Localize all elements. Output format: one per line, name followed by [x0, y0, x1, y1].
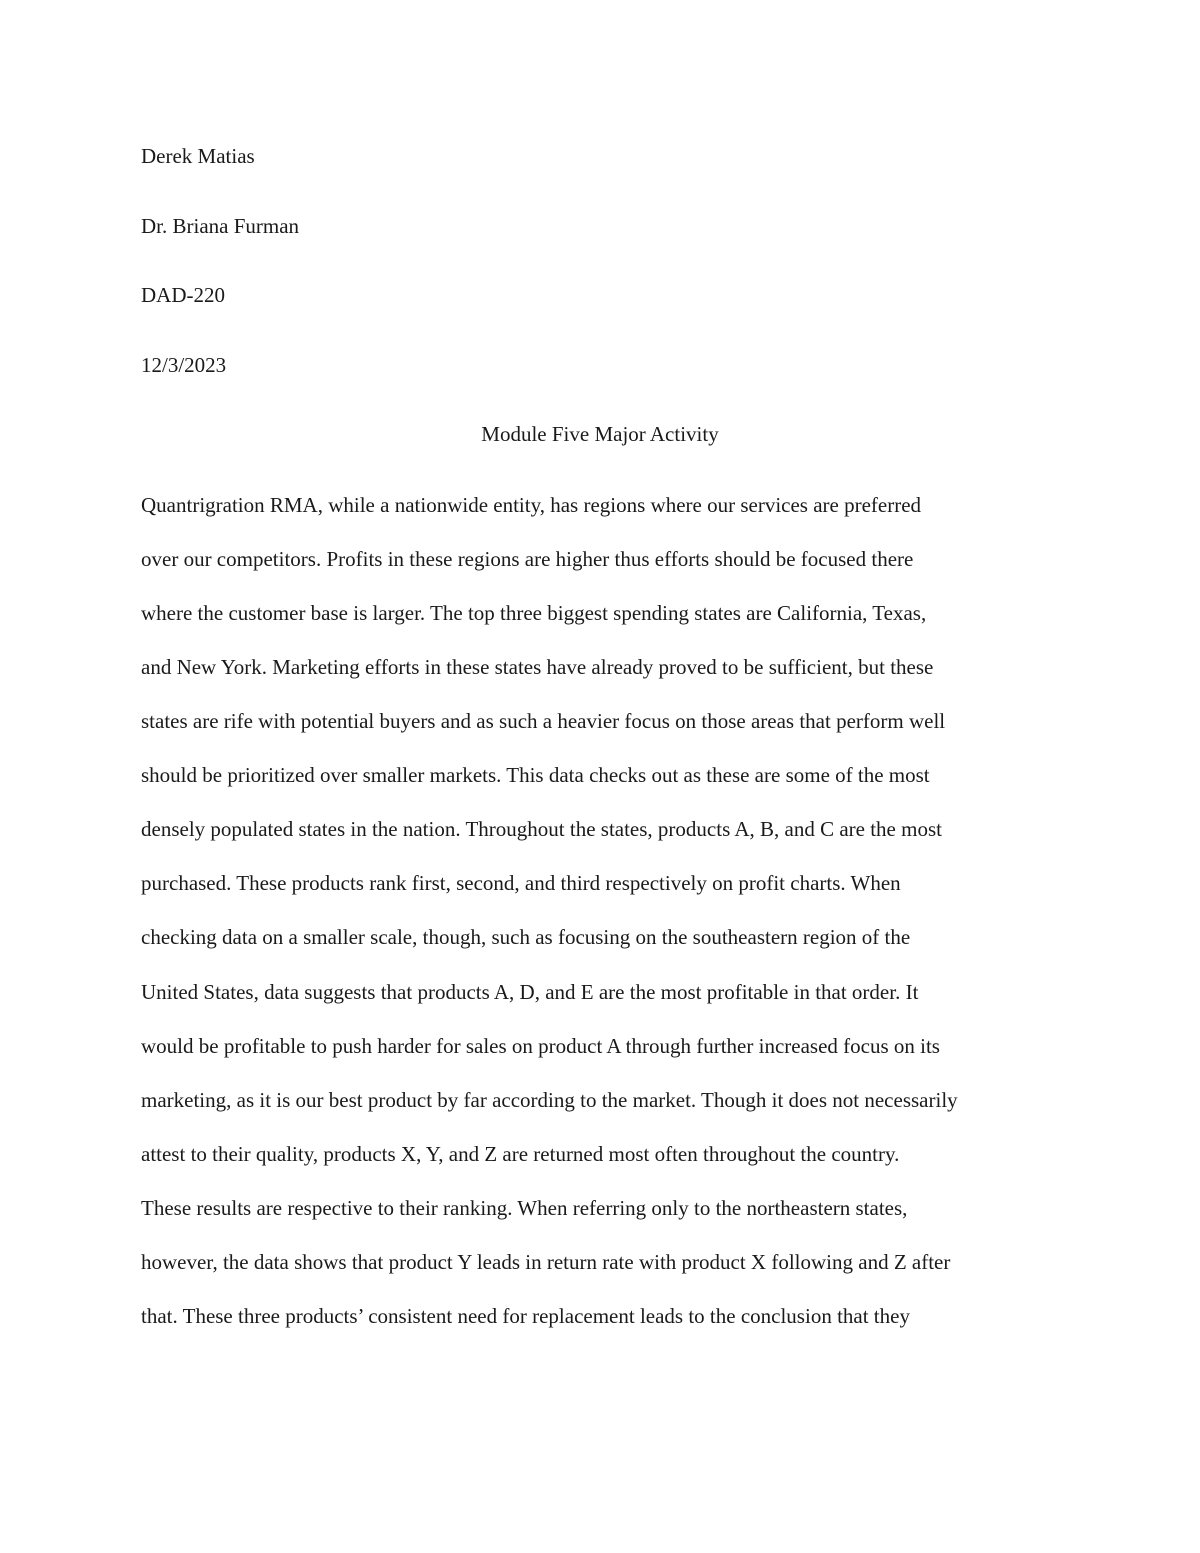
body-line: Quantrigration RMA, while a nationwide entity, has regions where our services are preferred [141, 493, 922, 517]
body-line: over our competitors. Profits in these regions are higher thus efforts should be focused there [141, 547, 914, 571]
course-code: DAD-220 [141, 283, 225, 307]
body-line: marketing, as it is our best product by far according to the market. Though it does not necessarily [141, 1088, 958, 1112]
body-line: and New York. Marketing efforts in these states have already proved to be sufficient, but these [141, 655, 934, 679]
author-name: Derek Matias [141, 144, 255, 168]
body-line: should be prioritized over smaller markets. This data checks out as these are some of the most [141, 763, 930, 787]
body-line: states are rife with potential buyers and as such a heavier focus on those areas that perform well [141, 709, 946, 733]
body-line: checking data on a smaller scale, though, such as focusing on the southeastern region of the [141, 925, 911, 949]
body-line: that. These three products’ consistent need for replacement leads to the conclusion that they [141, 1304, 910, 1328]
body-line: United States, data suggests that products A, D, and E are the most profitable in that order. It [141, 980, 919, 1004]
instructor-name: Dr. Briana Furman [141, 214, 300, 238]
body-line: purchased. These products rank first, second, and third respectively on profit charts. When [141, 871, 901, 895]
body-line: densely populated states in the nation. Throughout the states, products A, B, and C are the most [141, 817, 942, 841]
body-line: where the customer base is larger. The top three biggest spending states are California, Texas, [141, 601, 927, 625]
body-line: however, the data shows that product Y leads in return rate with product X following and Z after [141, 1250, 951, 1274]
document-title: Module Five Major Activity [481, 422, 719, 446]
body-line: These results are respective to their ranking. When referring only to the northeastern states, [141, 1196, 908, 1220]
body-line: attest to their quality, products X, Y, and Z are returned most often throughout the country. [141, 1142, 900, 1166]
body-line: would be profitable to push harder for sales on product A through further increased focus on its [141, 1034, 940, 1058]
document-date: 12/3/2023 [141, 353, 227, 377]
